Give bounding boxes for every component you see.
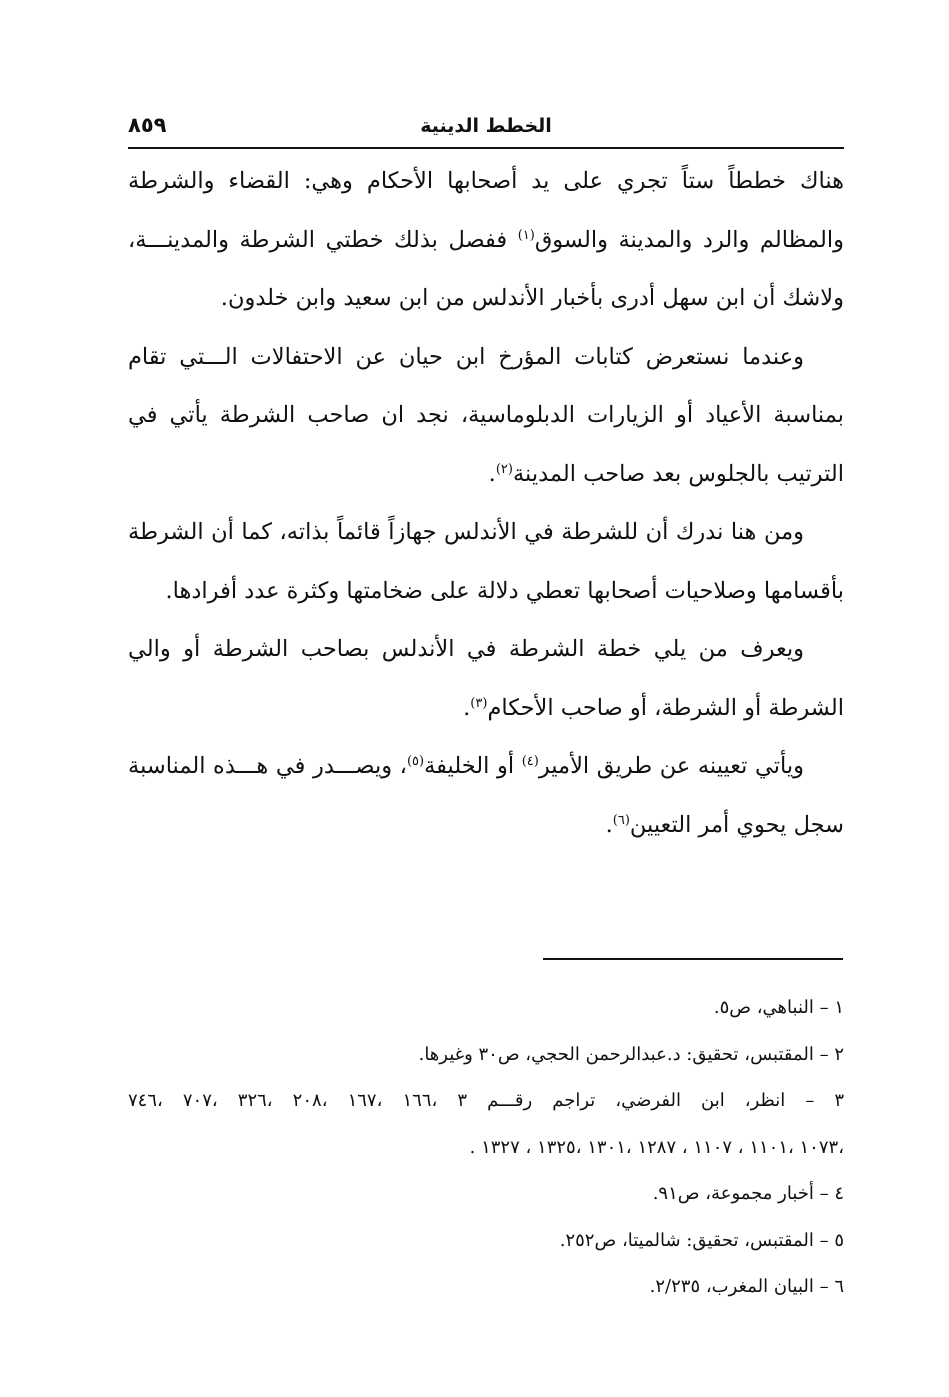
paragraph-1-text: هناك خططاً ستاً تجري على يد أصحابها الأحكام وهي: القضاء والشرطة والمظالم والرد والمدينة والسوق [128,168,844,253]
footnote-6: ٦ – البيان المغرب، ٢/٢٣٥. [649,1276,844,1297]
footnote-ref-4: (٤) [521,754,539,770]
paragraph-1 [128,152,844,328]
body-text [128,152,844,854]
paragraph-4-text: ويعرف من يلي خطة الشرطة في الأندلس بصاحب الشرطة أو والي الشرطة أو الشرطة، أو صاحب الأحكام [128,636,844,721]
header-divider [128,147,844,149]
paragraph-4 [128,620,844,737]
footnotes [128,985,844,1311]
paragraph-2 [128,328,844,504]
paragraph-3: ومن هنا ندرك أن للشرطة في الأندلس جهازاً قائماً بذاته، كما أن الشرطة بأقسامها وصلاحيات أصحابها تعطي دلالة على ضخامتها وكثرة عدد أفرادها. [128,519,844,604]
paragraph-5-text-a: ويأتي تعيينه عن طريق الأمير [538,753,804,779]
footnote-1: ١ – النباهي، ص٥. [713,997,844,1018]
paragraph-5-text-b: أو الخليفة [424,753,522,779]
running-header [128,111,844,151]
footnote-ref-5: (٥) [406,754,425,770]
paragraph-5 [128,737,844,854]
footnote-5: ٥ – المقتبس، تحقيق: شالميتا، ص٢٥٢. [559,1229,844,1251]
paragraph-4-tail: . [463,694,471,721]
footnote-divider [543,958,843,960]
footnote-ref-6: (٦) [612,812,630,828]
footnote-4: ٤ – أخبار مجموعة، ص٩١. [652,1183,844,1204]
footnote-ref-2: (٢) [495,461,513,477]
footnote-2: ٢ – المقتبس، تحقيق: د.عبدالرحمن الحجي، ص٣٠ وغيرها. [418,1043,844,1065]
footnote-3: ٣ – انظر، ابن الفرضي، تراجم رقـــم ٣ ،١٦٦ ،١٦٧ ،٢٠٨ ،٣٢٦ ،٧٠٧ ،٧٤٦ [128,1090,845,1111]
footnote-3-continuation: ،١٠٧٣ ،١١٠١ ، ١١٠٧ ، ١٢٨٧ ،١٣٠١ ،١٣٢٥ ، ١٣٢٧ . [469,1136,844,1158]
footnote-ref-3: (٣) [470,695,488,711]
paragraph-1-tail: ففصل بذلك خطتي الشرطة والمدينـــة، ولاشك أن ابن سهل أدرى بأخبار الأندلس من ابن سعيد وابن خلدون. [128,226,844,311]
page-number: ٨٥٩ [128,113,167,137]
paragraph-2-tail: . [488,460,496,487]
paragraph-5-text-c: ، ويصـــدر في هـــذه المناسبة سجل يحوي أمر التعيين [128,753,844,838]
footnote-ref-1: (١) [517,227,535,243]
paragraph-5-tail: . [605,811,613,838]
running-title: الخطط الدينية [420,115,552,137]
paragraph-2-text: وعندما نستعرض كتابات المؤرخ ابن حيان عن الاحتفالات الـــتي تقام بمناسبة الأعياد أو الزيارات الدبلوماسية، نجد ان صاحب الشرطة يأتي في الترتيب بالجلوس بعد صاحب المدينة [128,343,844,487]
